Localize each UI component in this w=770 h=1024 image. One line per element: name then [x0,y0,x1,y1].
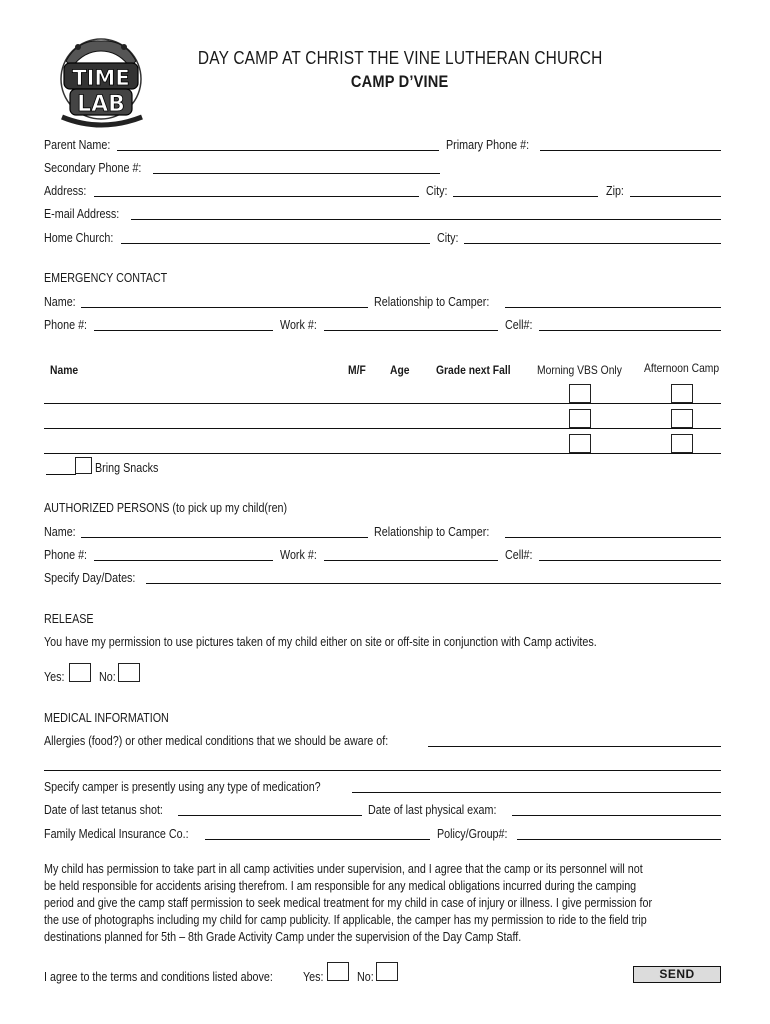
authorized-cell-field[interactable] [539,560,721,561]
afternoon-camp-checkbox-1[interactable] [671,384,693,403]
afternoon-camp-checkbox-2[interactable] [671,409,693,428]
specify-days-field[interactable] [146,583,721,584]
city-field[interactable] [453,196,598,197]
agreement-line-2: be held responsible for accidents arising therefrom. I am responsible for any medical obligations incurred during the camping [44,879,637,893]
authorized-cell-label: Cell#: [505,548,533,562]
bring-snacks-field[interactable] [46,474,76,475]
form-title: DAY CAMP AT CHRIST THE VINE LUTHERAN CHURCH [197,48,603,68]
zip-field[interactable] [630,196,721,197]
authorized-name-field[interactable] [81,537,368,538]
medication-label: Specify camper is presently using any type of medication? [44,780,321,794]
morning-vbs-checkbox-1[interactable] [569,384,591,403]
col-gender-header: M/F [348,363,366,377]
col-morning-header: Morning VBS Only [537,363,622,377]
policy-label: Policy/Group#: [437,827,508,841]
authorized-phone-field[interactable] [94,560,273,561]
logo-text-lab: LAB [77,92,125,117]
primary-phone-field[interactable] [540,150,721,151]
release-yes-label: Yes: [44,670,65,684]
authorized-phone-label: Phone #: [44,548,88,562]
agreement-line-5: destinations planned for 5th – 8th Grade Activity Camp under the supervision of the Day Camp Staff. [44,930,522,944]
insurance-label: Family Medical Insurance Co.: [44,827,189,841]
email-label: E-mail Address: [44,207,120,221]
physical-field[interactable] [512,815,721,816]
col-name-header: Name [50,363,79,377]
release-text: You have my permission to use pictures taken of my child either on site or off-site in conjunction with Camp activites. [44,635,597,649]
terms-yes-label: Yes: [303,970,324,984]
release-no-checkbox[interactable] [118,663,140,682]
emergency-work-label: Work #: [280,318,317,332]
emergency-relationship-label: Relationship to Camper: [374,295,490,309]
terms-label: I agree to the terms and conditions listed above: [44,970,273,984]
bring-snacks-checkbox[interactable] [75,457,92,474]
tetanus-field[interactable] [178,815,362,816]
authorized-heading: AUTHORIZED PERSONS (to pick up my child(ren) [44,501,288,515]
home-church-field[interactable] [121,243,430,244]
allergies-field[interactable] [428,746,721,747]
medication-field[interactable] [352,792,721,793]
emergency-phone-field[interactable] [94,330,273,331]
bring-snacks-label: Bring Snacks [95,461,159,475]
release-heading: RELEASE [44,612,94,626]
authorized-relationship-label: Relationship to Camper: [374,525,490,539]
allergies-label: Allergies (food?) or other medical conditions that we should be aware of: [44,734,389,748]
parent-name-field[interactable] [117,150,439,151]
zip-label: Zip: [606,184,624,198]
release-no-label: No: [99,670,116,684]
emergency-cell-label: Cell#: [505,318,533,332]
authorized-relationship-field[interactable] [505,537,721,538]
terms-no-checkbox[interactable] [376,962,398,981]
authorized-work-field[interactable] [324,560,498,561]
col-age-header: Age [390,363,410,377]
insurance-field[interactable] [205,839,430,840]
terms-no-label: No: [357,970,374,984]
logo-text-time: TIME [72,66,130,90]
col-grade-header: Grade next Fall [436,363,511,377]
authorized-work-label: Work #: [280,548,317,562]
form-subtitle: CAMP D’VINE [351,72,449,91]
emergency-relationship-field[interactable] [505,307,721,308]
agreement-line-3: period and give the camp staff permission to seek medical treatment for my child in case of injury or illness. I give permission for [44,896,653,910]
address-field[interactable] [94,196,419,197]
terms-yes-checkbox[interactable] [327,962,349,981]
emergency-phone-label: Phone #: [44,318,88,332]
emergency-name-label: Name: [44,295,76,309]
secondary-phone-label: Secondary Phone #: [44,161,142,175]
morning-vbs-checkbox-2[interactable] [569,409,591,428]
secondary-phone-field[interactable] [153,173,440,174]
morning-vbs-checkbox-3[interactable] [569,434,591,453]
agreement-line-4: the use of photographs including my child for camp publicity. If applicable, the camper has my permission to ride to the field trip [44,913,647,927]
email-field[interactable] [131,219,721,220]
church-city-field[interactable] [464,243,721,244]
specify-days-label: Specify Day/Dates: [44,571,136,585]
emergency-name-field[interactable] [81,307,368,308]
camper-row-3[interactable] [44,453,721,454]
camper-row-2[interactable] [44,428,721,429]
emergency-cell-field[interactable] [539,330,721,331]
camper-row-1[interactable] [44,403,721,404]
church-city-label: City: [437,231,459,245]
emergency-heading: EMERGENCY CONTACT [44,271,168,285]
emergency-work-field[interactable] [324,330,498,331]
release-yes-checkbox[interactable] [69,663,91,682]
medical-heading: MEDICAL INFORMATION [44,711,169,725]
policy-field[interactable] [517,839,721,840]
home-church-label: Home Church: [44,231,114,245]
city-label: City: [426,184,448,198]
parent-name-label: Parent Name: [44,138,111,152]
primary-phone-label: Primary Phone #: [446,138,530,152]
allergies-field-2[interactable] [44,770,721,771]
agreement-line-1: My child has permission to take part in all camp activities under supervision, and I agree that the camp or its personnel will not [44,862,643,876]
tetanus-label: Date of last tetanus shot: [44,803,163,817]
send-button[interactable]: SEND [633,966,721,983]
physical-label: Date of last physical exam: [368,803,497,817]
address-label: Address: [44,184,87,198]
col-afternoon-header: Afternoon Camp [644,361,720,375]
agreement-paragraph [44,861,770,946]
authorized-name-label: Name: [44,525,76,539]
afternoon-camp-checkbox-3[interactable] [671,434,693,453]
